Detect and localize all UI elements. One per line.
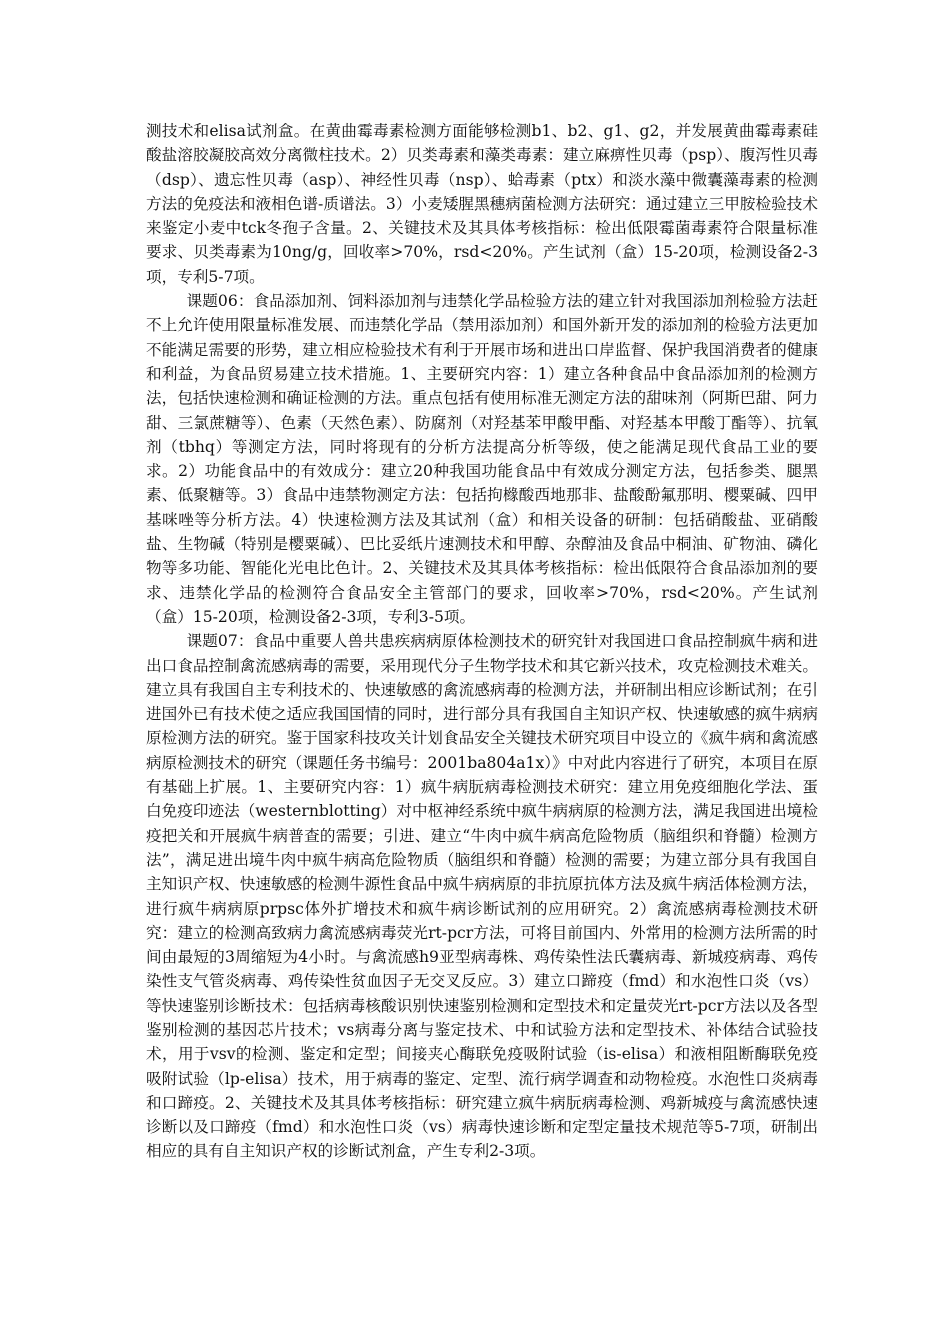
paragraph-continuation: 测技术和elisa试剂盒。在黄曲霉毒素检测方面能够检测b1、b2、g1、g2，并发展黄曲霉毒素硅酸盐溶胶凝胶高效分离微柱技术。2）贝类毒素和藻类毒素：建立麻痹性贝毒（psp）、腹泻性贝毒（dsp）、遗忘性贝毒（asp）、神经性贝毒（nsp）、蛤毒素（ptx）和淡水藻中微囊藻毒素的检测方法的免疫法和液相色谱-质谱法。3）小麦矮腥黑穗病菌检测方法研究：通过建立三甲胺检验技术来鉴定小麦中tck冬孢子含量。2、关键技术及其具体考核指标：检出低限霉菌毒素符合限量标准要求、贝类毒素为10ng/g，回收率>70%，rsd<20%。产生试剂（盒）15-20项，检测设备2-3项，专利5-7项。 bbox=[146, 122, 818, 286]
paragraph-topic-06: 课题06：食品添加剂、饲料添加剂与违禁化学品检验方法的建立针对我国添加剂检验方法赶不上允许使用限量标准发展、而违禁化学品（禁用添加剂）和国外新开发的添加剂的检验方法更加不能满足需要的形势，建立相应检验技术有利于开展市场和进出口岸监督、保护我国消费者的健康和利益，为食品贸易建立技术措施。1、主要研究内容：1）建立各种食品中食品添加剂的检测方法，包括快速检测和确证检测的方法。重点包括有使用标准无测定方法的甜味剂（阿斯巴甜、阿力甜、三氯蔗糖等）、色素（天然色素）、防腐剂（对羟基苯甲酸甲酯、对羟基本甲酸丁酯等）、抗氧剂（tbhq）等测定方法，同时将现有的分析方法提高分析等级，使之能满足现代食品工业的要求。2）功能食品中的有效成分：建立20种我国功能食品中有效成分测定方法，包括参类、腿黑素、低聚糖等。3）食品中违禁物测定方法：包括拘橼酸西地那非、盐酸酚氟那明、樱粟碱、四甲基咪唑等分析方法。4）快速检测方法及其试剂（盒）和相关设备的研制：包括硝酸盐、亚硝酸盐、生物碱（特别是樱粟碱）、巴比妥纸片速测技术和甲醇、杂醇油及食品中桐油、矿物油、磷化物等多功能、智能化光电比色计。2、关键技术及其具体考核指标：检出低限符合食品添加剂的要求、违禁化学品的检测符合食品安全主管部门的要求，回收率>70%，rsd<20%。产生试剂（盒）15-20项，检测设备2-3项，专利3-5项。 bbox=[146, 292, 818, 626]
paragraph-topic-07: 课题07：食品中重要人兽共患疾病病原体检测技术的研究针对我国进口食品控制疯牛病和进出口食品控制禽流感病毒的需要，采用现代分子生物学技术和其它新兴技术，攻克检测技术难关。建立具有我国自主专利技术的、快速敏感的禽流感病毒的检测方法，并研制出相应诊断试剂；在引进国外已有技术使之适应我国国情的同时，进行部分具有我国自主知识产权、快速敏感的疯牛病病原检测方法的研究。鉴于国家科技攻关计划食品安全关键技术研究项目中设立的《疯牛病和禽流感病原检测技术的研究（课题任务书编号：2001ba804a1x）》中对此内容进行了研究，本项目在原有基础上扩展。1、主要研究内容：1）疯牛病朊病毒检测技术研究：建立用免疫细胞化学法、蛋白免疫印迹法（westernblotting）对中枢神经系统中疯牛病病原的检测方法，满足我国进出境检疫把关和开展疯牛病普查的需要；引进、建立“牛肉中疯牛病高危险物质（脑组织和脊髓）检测方法”，满足进出境牛肉中疯牛病高危险物质（脑组织和脊髓）检测的需要；为建立部分具有我国自主知识产权、快速敏感的检测牛源性食品中疯牛病病原的非抗原抗体方法及疯牛病活体检测方法，进行疯牛病病原prpsc体外扩增技术和疯牛病诊断试剂的应用研究。2）禽流感病毒检测技术研究：建立的检测高致病力禽流感病毒荧光rt-pcr方法，可将目前国内、外常用的检测方法所需的时间由最短的3周缩短为4小时。与禽流感h9亚型病毒株、鸡传染性法氏囊病毒、新城疫病毒、鸡传染性支气管炎病毒、鸡传染性贫血因子无交叉反应。3）建立口蹄疫（fmd）和水泡性口炎（vs）等快速鉴别诊断技术：包括病毒核酸识别快速鉴别检测和定型技术和定量荧光rt-pcr方法以及各型鉴别检测的基因芯片技术；vs病毒分离与鉴定技术、中和试验方法和定型技术、补体结合试验技术，用于vsv的检测、鉴定和定型；间接夹心酶联免疫吸附试验（is-elisa）和液相阻断酶联免疫吸附试验（lp-elisa）技术，用于病毒的鉴定、定型、流行病学调查和动物检疫。水泡性口炎病毒和口蹄疫。2、关键技术及其具体考核指标：研究建立疯牛病朊病毒检测、鸡新城疫与禽流感快速诊断以及口蹄疫（fmd）和水泡性口炎（vs）病毒快速诊断和定型定量技术规范等5-7项，研制出相应的具有自主知识产权的诊断试剂盒，产生专利2-3项。 bbox=[146, 632, 818, 1161]
document-body bbox=[146, 119, 818, 1164]
